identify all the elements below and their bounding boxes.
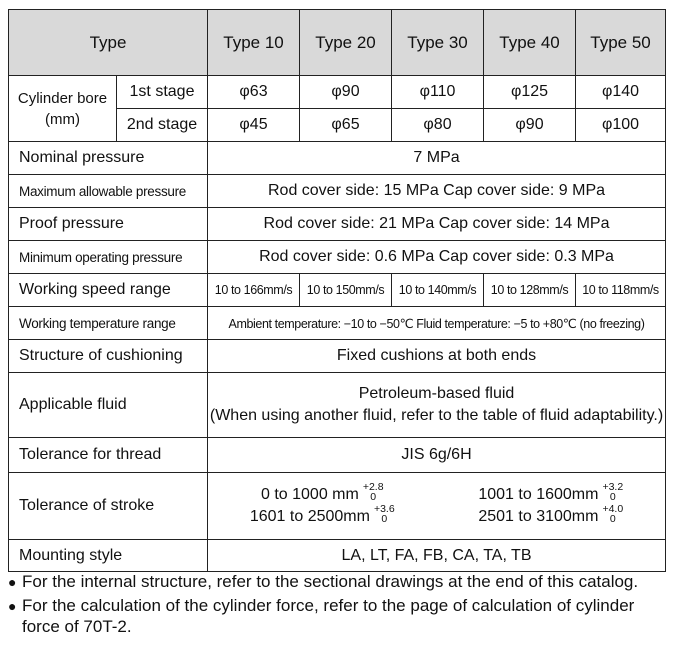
note-text: For the calculation of the cylinder force, refer to the page of calculation of cylinder force of 70T-2.	[22, 596, 635, 636]
bore-stage1-value: φ63	[208, 76, 300, 109]
stroke-tolerance-item	[208, 503, 437, 527]
stroke-tolerance-row	[9, 473, 666, 540]
type-30-header: Type 30	[392, 10, 484, 76]
notes	[8, 571, 673, 639]
cushioning-label: Structure of cushioning	[9, 340, 208, 373]
bore-stage1-value: φ140	[576, 76, 666, 109]
stroke-tolerance-upper: +2.8	[362, 481, 384, 493]
max-pressure-value: Rod cover side: 15 MPa Cap cover side: 9 MPa	[208, 175, 666, 208]
thread-tolerance-row	[9, 438, 666, 473]
spec-table	[8, 9, 666, 572]
stroke-tolerance-upper: +4.0	[602, 503, 624, 515]
stroke-range: 1601 to 2500mm	[249, 508, 370, 525]
applicable-fluid-row	[9, 373, 666, 438]
mounting-style-row	[9, 540, 666, 572]
min-pressure-row	[9, 241, 666, 274]
working-speed-value: 10 to 128mm/s	[484, 274, 576, 307]
applicable-fluid-line2: (When using another fluid, refer to the table of fluid adaptability.)	[209, 407, 664, 424]
working-speed-value: 10 to 140mm/s	[392, 274, 484, 307]
stroke-tolerance-item	[208, 481, 437, 505]
applicable-fluid-value	[208, 373, 666, 438]
stage2-label: 2nd stage	[117, 109, 208, 142]
stroke-tolerance-lower: 0	[370, 491, 377, 503]
header-row	[9, 10, 666, 76]
working-temp-value: Ambient temperature: −10 to −50℃ Fluid temperature: −5 to +80℃ (no freezing)	[208, 307, 666, 340]
cylinder-bore-label	[9, 76, 117, 142]
working-speed-value: 10 to 150mm/s	[300, 274, 392, 307]
working-speed-value: 10 to 166mm/s	[208, 274, 300, 307]
stroke-tolerance-value	[208, 473, 666, 540]
nominal-pressure-label: Nominal pressure	[9, 142, 208, 175]
applicable-fluid-label: Applicable fluid	[9, 373, 208, 438]
proof-pressure-row	[9, 208, 666, 241]
stroke-tolerance-fraction	[602, 482, 623, 502]
mounting-style-value: LA, LT, FA, FB, CA, TA, TB	[208, 540, 666, 572]
working-temp-row	[9, 307, 666, 340]
proof-pressure-value: Rod cover side: 21 MPa Cap cover side: 14 MPa	[208, 208, 666, 241]
bore-stage2-value: φ90	[484, 109, 576, 142]
cylinder-bore-label-line1: Cylinder bore	[17, 89, 108, 107]
stroke-range: 1001 to 1600mm	[478, 486, 599, 503]
bore-stage1-value: φ125	[484, 76, 576, 109]
proof-pressure-label: Proof pressure	[9, 208, 208, 241]
bullet-icon: ●	[8, 574, 17, 590]
working-speed-row	[9, 274, 666, 307]
stroke-tolerance-upper: +3.6	[373, 503, 395, 515]
stroke-range: 2501 to 3100mm	[478, 508, 599, 525]
bullet-icon: ●	[8, 598, 17, 614]
note-item	[8, 571, 673, 593]
stroke-tolerance-lower: 0	[609, 513, 616, 525]
type-40-header: Type 40	[484, 10, 576, 76]
note-item	[8, 595, 673, 637]
type-10-header: Type 10	[208, 10, 300, 76]
stroke-tolerance-fraction	[602, 504, 623, 524]
working-speed-label: Working speed range	[9, 274, 208, 307]
cushioning-value: Fixed cushions at both ends	[208, 340, 666, 373]
stroke-tolerance-item	[437, 481, 666, 505]
thread-tolerance-label: Tolerance for thread	[9, 438, 208, 473]
nominal-pressure-row	[9, 142, 666, 175]
stroke-tolerance-lower: 0	[381, 513, 388, 525]
stroke-tolerance-upper: +3.2	[602, 481, 624, 493]
type-header: Type	[9, 10, 208, 76]
working-speed-value: 10 to 118mm/s	[576, 274, 666, 307]
working-temp-label: Working temperature range	[9, 307, 208, 340]
cushioning-row	[9, 340, 666, 373]
thread-tolerance-value: JIS 6g/6H	[208, 438, 666, 473]
bore-stage2-value: φ45	[208, 109, 300, 142]
cylinder-bore-label-line2: (mm)	[45, 110, 80, 128]
note-text: For the internal structure, refer to the sectional drawings at the end of this catalog.	[22, 572, 639, 591]
stage1-label: 1st stage	[117, 76, 208, 109]
bore-stage1-value: φ110	[392, 76, 484, 109]
stroke-tolerance-fraction	[363, 482, 384, 502]
stroke-tolerance-label: Tolerance of stroke	[9, 473, 208, 540]
stroke-tolerance-item	[437, 503, 666, 527]
stroke-tolerance-lower: 0	[609, 491, 616, 503]
nominal-pressure-value: 7 MPa	[208, 142, 666, 175]
bore-stage2-value: φ65	[300, 109, 392, 142]
min-pressure-value: Rod cover side: 0.6 MPa Cap cover side: 0.3 MPa	[208, 241, 666, 274]
max-pressure-row	[9, 175, 666, 208]
bore-stage1-value: φ90	[300, 76, 392, 109]
max-pressure-label: Maximum allowable pressure	[9, 175, 208, 208]
bore-stage2-value: φ100	[576, 109, 666, 142]
stroke-tolerance-fraction	[374, 504, 395, 524]
min-pressure-label: Minimum operating pressure	[9, 241, 208, 274]
type-20-header: Type 20	[300, 10, 392, 76]
type-50-header: Type 50	[576, 10, 666, 76]
stroke-tolerance-grid	[208, 481, 665, 527]
stroke-range: 0 to 1000 mm	[260, 486, 359, 503]
mounting-style-label: Mounting style	[9, 540, 208, 572]
applicable-fluid-line1: Petroleum-based fluid	[358, 385, 515, 402]
bore-stage1-row	[9, 76, 666, 109]
bore-stage2-value: φ80	[392, 109, 484, 142]
